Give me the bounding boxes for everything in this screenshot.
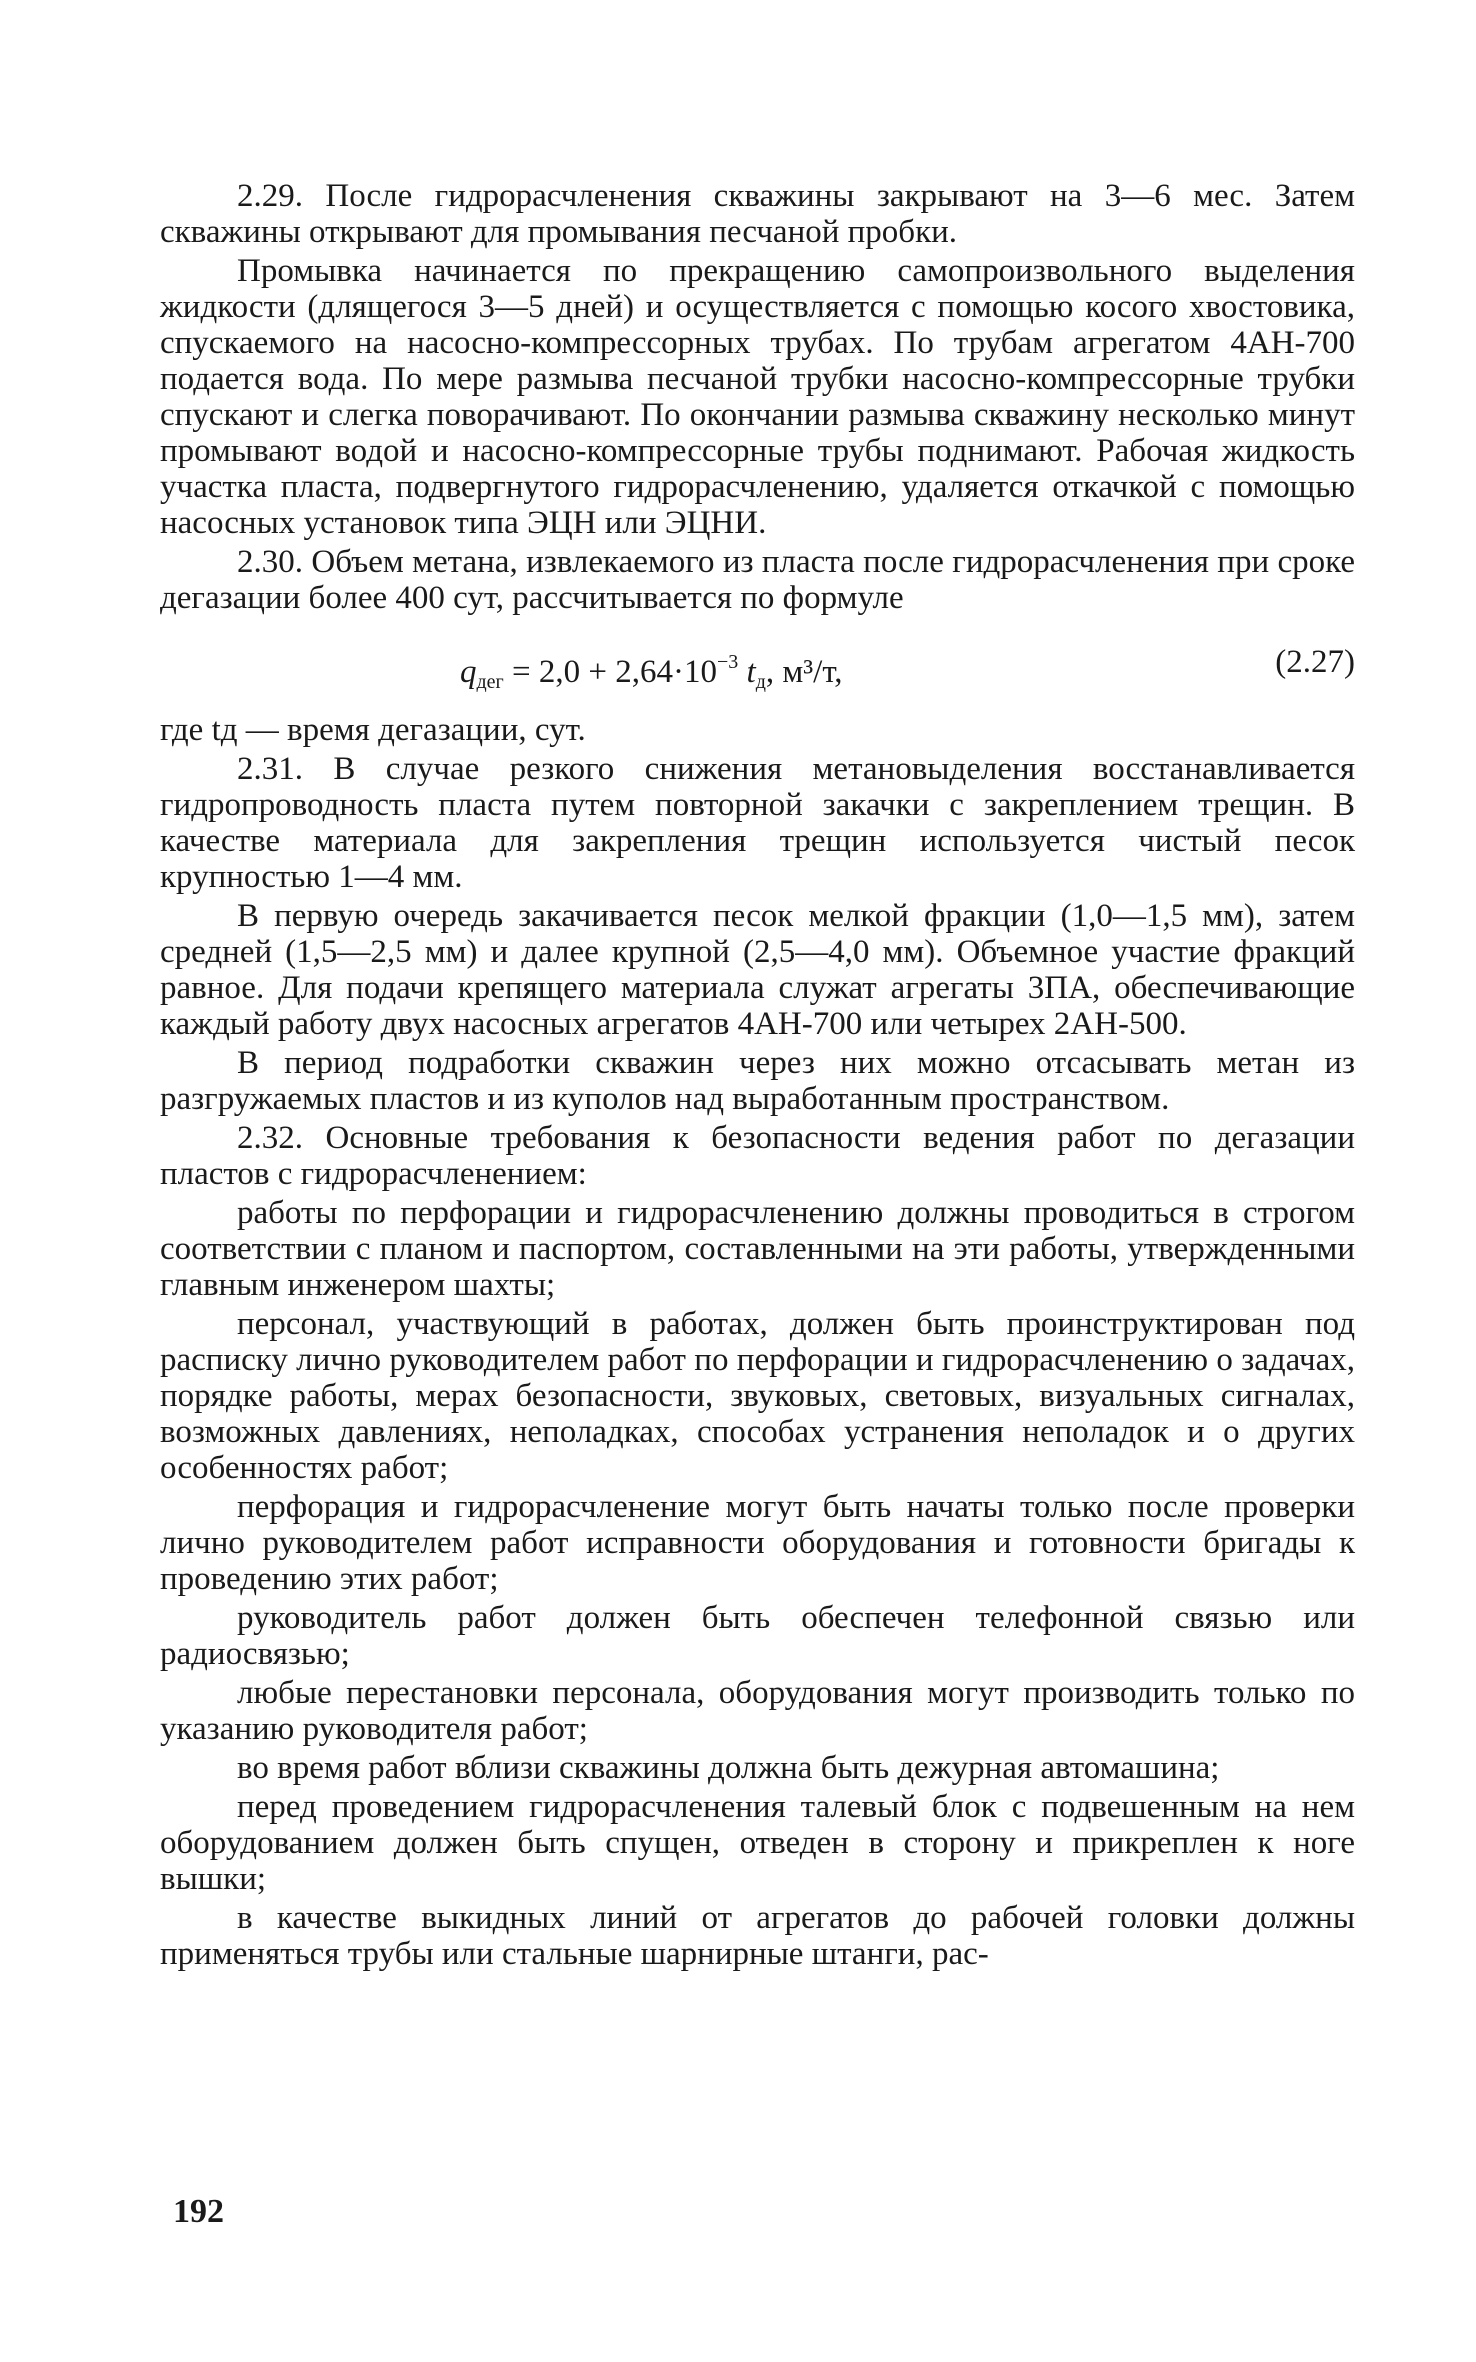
paragraph-sand-washing: Промывка начинается по прекращению самопроизвольного выделения жидкости (длящегося 3—5 дней) и осуществляется с помощью косого хвостовика, спускаемого на насосно-компрессорных трубах. По трубам агрегатом 4АН-700 подается вода. По мере размыва песчаной трубки насосно-компрессорные трубки спускают и слегка поворачивают. По окончании размыва скважину несколько минут промывают водой и насосно-компрессорные трубы поднимают. Рабочая жидкость участка пласта, подвергнутого гидрорасчленению, удаляется откачкой с помощью насосных установок типа ЭЦН или ЭЦНИ. bbox=[160, 253, 1355, 541]
paragraph-2-31: 2.31. В случае резкого снижения метановыделения восстанавливается гидропроводность пласта путем повторной закачки с закреплением трещин. В качестве материала для закрепления трещин используется чистый песок крупностью 1—4 мм. bbox=[160, 751, 1355, 895]
formula-units: , м³/т, bbox=[765, 654, 843, 690]
page-number: 192 bbox=[173, 2193, 224, 2230]
paragraph-sand-fractions: В первую очередь закачивается песок мелкой фракции (1,0—1,5 мм), затем средней (1,5—2,5 мм) и далее крупной (2,5—4,0 мм). Объемное участие фракций равное. Для подачи крепящего материала служат агрегаты 3ПА, обеспечивающие каждый работу двух насосных агрегатов 4АН-700 или четырех 2АН-500. bbox=[160, 898, 1355, 1042]
formula-lhs-subscript: дег bbox=[476, 671, 504, 693]
list-item-standby-vehicle: во время работ вблизи скважины должна быть дежурная автомашина; bbox=[237, 1750, 1220, 1786]
page-body bbox=[160, 178, 1355, 1972]
list-item-equipment-check: перфорация и гидрорасчленение могут быть начаты только после проверки лично руководителем работ исправности оборудования и готовности бригады к проведению этих работ; bbox=[160, 1489, 1355, 1597]
formula-variable-subscript: д bbox=[755, 671, 766, 693]
paragraph-2-32: 2.32. Основные требования к безопасности ведения работ по дегазации пластов с гидрорасчленением: bbox=[160, 1120, 1355, 1192]
formula-explanation: где tд — время дегазации, сут. bbox=[160, 712, 586, 748]
formula-exponent: −3 bbox=[716, 651, 739, 673]
list-item-discharge-lines: в качестве выкидных линий от агрегатов до рабочей головки должны применяться трубы или стальные шарнирные штанги, рас- bbox=[160, 1900, 1355, 1972]
formula-2-27 bbox=[160, 634, 1355, 700]
list-item-communication: руководитель работ должен быть обеспечен телефонной связью или радиосвязью; bbox=[160, 1600, 1355, 1672]
list-item-perforation-plan: работы по перфорации и гидрорасчленению должны проводиться в строгом соответствии с планом и паспортом, составленными на эти работы, утвержденными главным инженером шахты; bbox=[160, 1195, 1355, 1303]
formula-variable: t bbox=[746, 654, 756, 690]
list-item-travelling-block: перед проведением гидрорасчленения талевый блок с подвешенным на нем оборудованием должен быть спущен, отведен в сторону и прикреплен к ноге вышки; bbox=[160, 1789, 1355, 1897]
formula-lhs-symbol: q bbox=[460, 654, 477, 690]
paragraph-methane-suction: В период подработки скважин через них можно отсасывать метан из разгружаемых пластов и из куполов над выработанным пространством. bbox=[160, 1045, 1355, 1117]
paragraph-2-30: 2.30. Объем метана, извлекаемого из пласта после гидрорасчленения при сроке дегазации более 400 сут, рассчитывается по формуле bbox=[160, 544, 1355, 616]
formula-rhs: = 2,0 + 2,64·10 bbox=[512, 654, 717, 690]
list-item-personnel-moves: любые перестановки персонала, оборудования могут производить только по указанию руководителя работ; bbox=[160, 1675, 1355, 1747]
formula-number: (2.27) bbox=[1275, 644, 1355, 680]
paragraph-2-29: 2.29. После гидрорасчленения скважины закрывают на 3—6 мес. Затем скважины открывают для промывания песчаной пробки. bbox=[160, 178, 1355, 250]
list-item-personnel-briefing: персонал, участвующий в работах, должен быть проинструктирован под расписку лично руководителем работ по перфорации и гидрорасчленению о задачах, порядке работы, мерах безопасности, звуковых, световых, визуальных сигналах, возможных давлениях, неполадках, способах устранения неполадок и о других особенностях работ; bbox=[160, 1306, 1355, 1486]
formula-expression bbox=[460, 644, 843, 700]
